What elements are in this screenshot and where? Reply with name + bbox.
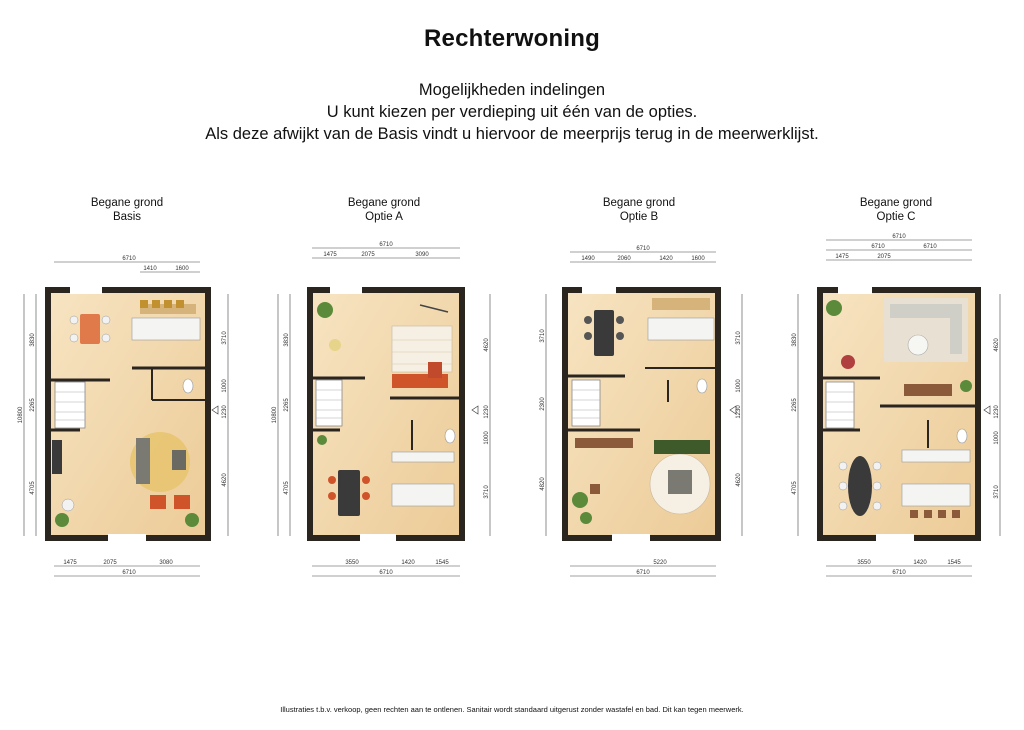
dim-top: 1420: [659, 256, 673, 262]
intro-line-3: Als deze afwijkt van de Basis vindt u hiervoor de meerprijs terug in de meerwerklijst.: [205, 125, 819, 143]
dim-top: 2075: [361, 252, 375, 258]
dim-right: 4620: [484, 338, 490, 352]
plan-floor-name: Begane grond: [602, 197, 676, 209]
floorplan-optie-c: [820, 286, 978, 542]
dim-top-total: 6710: [122, 256, 136, 262]
dim-top-total: 6710: [892, 234, 906, 240]
dim-bottom: 1545: [947, 560, 961, 566]
dim-right: 3710: [222, 331, 228, 345]
dim-right: 4620: [994, 338, 1000, 352]
dim-right: 1230: [222, 405, 228, 419]
dim-left: 2265: [30, 398, 36, 412]
plan-floor-name: Begane grond: [347, 197, 421, 209]
dim-right: 1230: [484, 405, 490, 419]
page-title: Rechterwoning: [424, 25, 600, 52]
dim-top: 1600: [175, 266, 189, 272]
dim-right: 1000: [736, 379, 742, 393]
dim-bottom: 3080: [159, 560, 173, 566]
dim-top: 1490: [581, 256, 595, 262]
dim-right: 3710: [994, 485, 1000, 499]
dim-left: 2265: [284, 398, 290, 412]
intro-line-2: U kunt kiezen per verdieping uit één van de opties.: [326, 103, 698, 121]
dim-bottom: 5220: [653, 560, 667, 566]
dim-bottom-total: 6710: [636, 570, 650, 576]
dim-top: 2075: [877, 254, 891, 260]
dim-left-total: 10800: [18, 406, 24, 424]
dim-right: 1000: [994, 431, 1000, 445]
dim-bottom: 3550: [345, 560, 359, 566]
dim-bottom: 3550: [857, 560, 871, 566]
dim-bottom: 1475: [63, 560, 77, 566]
dim-left: 3710: [540, 329, 546, 343]
dim-left: 3830: [284, 333, 290, 347]
dim-right: 1230: [994, 405, 1000, 419]
dim-right: 1000: [484, 431, 490, 445]
dim-left: 3830: [30, 333, 36, 347]
footer-disclaimer: Illustraties t.b.v. verkoop, geen rechten aan te ontlenen. Sanitair wordt standaard uitgerust zonder wastafel en bad. Dit kan tegen meerwerk.: [280, 705, 744, 714]
dim-left: 2265: [792, 398, 798, 412]
dim-top-total: 6710: [636, 246, 650, 252]
dim-bottom-total: 6710: [379, 570, 393, 576]
dim-top: 2060: [617, 256, 631, 262]
dim-bottom: 2075: [103, 560, 117, 566]
floorplan-optie-a: [310, 286, 462, 542]
dim-right: 4620: [222, 473, 228, 487]
dim-top: 6710: [871, 244, 885, 250]
plan-floor-name: Begane grond: [859, 197, 933, 209]
dim-top: 1410: [143, 266, 157, 272]
dim-left-total: 10800: [272, 406, 278, 424]
floorplan-optie-b: [565, 286, 718, 542]
dim-top: 1475: [323, 252, 337, 258]
dim-left: 4705: [30, 481, 36, 495]
dim-bottom: 1420: [401, 560, 415, 566]
dim-right: 4620: [736, 473, 742, 487]
dim-bottom-total: 6710: [122, 570, 136, 576]
dim-top: 3090: [415, 252, 429, 258]
dim-top: 6710: [923, 244, 937, 250]
dim-top-total: 6710: [379, 242, 393, 248]
dim-bottom: 1420: [913, 560, 927, 566]
plan-floor-name: Begane grond: [90, 197, 164, 209]
intro-line-1: Mogelijkheden indelingen: [418, 81, 606, 99]
dim-left: 4705: [792, 481, 798, 495]
plan-variant-name: Basis: [112, 211, 142, 223]
floorplan-basis: [48, 286, 208, 542]
dim-right: 1000: [222, 379, 228, 393]
dim-bottom-total: 6710: [892, 570, 906, 576]
plan-variant-name: Optie B: [619, 211, 659, 223]
dim-top: 1600: [691, 256, 705, 262]
dim-right: 3710: [484, 485, 490, 499]
dim-top: 1475: [835, 254, 849, 260]
dim-left: 4705: [284, 481, 290, 495]
plan-variant-name: Optie C: [876, 211, 916, 223]
dim-left: 3830: [792, 333, 798, 347]
dim-right: 3710: [736, 331, 742, 345]
dim-left: 2300: [540, 397, 546, 411]
dim-right: 1230: [736, 405, 742, 419]
dim-bottom: 1545: [435, 560, 449, 566]
plan-variant-name: Optie A: [365, 211, 403, 223]
dim-left: 4820: [540, 477, 546, 491]
